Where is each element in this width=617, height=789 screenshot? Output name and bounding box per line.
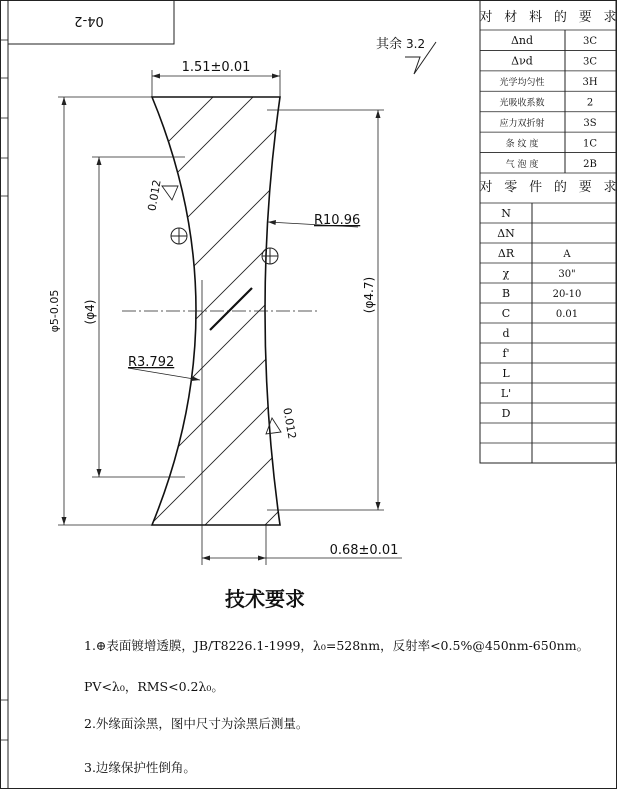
part-row-value: A [563, 249, 571, 260]
part-row-value: 20-10 [552, 289, 582, 300]
part-row-label: D [501, 407, 511, 420]
part-row-label: L' [500, 387, 512, 400]
top-width-label: 1.51±0.01 [181, 60, 251, 75]
part-header-char: 零 [504, 180, 518, 195]
material-row-label: 气 泡 度 [505, 159, 539, 170]
material-header-char: 要 [578, 10, 592, 25]
material-row-value: 3H [582, 77, 598, 89]
roughness-value: 3.2 [406, 37, 426, 51]
coating-mark-left [171, 228, 187, 244]
coating-mark-right [262, 248, 278, 264]
material-row-value: 1C [582, 138, 598, 150]
material-row-value: 3C [582, 56, 598, 68]
material-row-value: 3C [582, 36, 598, 48]
part-row-label: C [501, 307, 511, 320]
material-row-label: 光学均匀性 [499, 78, 545, 89]
tolerance-mark-left [162, 186, 178, 200]
requirements-title: 技术要求 [225, 587, 305, 611]
part-header-char: 要 [578, 180, 592, 195]
part-header-char: 求 [603, 180, 617, 195]
roughness-label: 其余 [376, 37, 403, 52]
bottom-width-label: 0.68±0.01 [329, 543, 399, 558]
part-row-label: χ [502, 267, 510, 280]
part-header-char: 件 [529, 180, 543, 195]
lens-hatching [110, 60, 320, 620]
part-row-label: f' [502, 347, 510, 360]
material-header-char: 材 [504, 10, 518, 25]
part-header-char: 的 [553, 180, 567, 195]
material-row-value: 2 [586, 97, 594, 109]
part-row-label: L [502, 367, 510, 380]
material-row-value: 2B [583, 158, 597, 170]
radius-right-label: R10.96 [314, 213, 361, 228]
part-row-label: d [502, 327, 510, 340]
requirement-line-3: 2.外缘面涂黑，图中尺寸为涂黑后测量。 [84, 716, 309, 731]
radius-left-label: R3.792 [128, 355, 175, 370]
part-row-label: B [501, 287, 511, 300]
material-row-label: Δnd [510, 34, 534, 48]
part-row-label: N [501, 207, 511, 220]
part-row-label: ΔR [497, 247, 515, 260]
part-header-char: 对 [479, 180, 493, 195]
material-header-char: 料 [529, 10, 543, 25]
requirement-line-1: 1.⊕表面镀增透膜，JB/T8226.1-1999，λ₀=528nm，反射率<0.5%@450nm-650nm。 [84, 638, 590, 653]
material-header-char: 求 [603, 10, 617, 25]
requirement-line-4: 3.边缘保护性倒角。 [84, 760, 196, 775]
material-row-label: 应力双折射 [499, 118, 545, 129]
part-row-label: ΔN [497, 227, 515, 240]
part-row-value: 30" [558, 269, 576, 280]
part-row-value: 0.01 [555, 309, 579, 320]
material-row-value: 3S [583, 117, 597, 129]
outer-diameter-label: φ5-0.05 [48, 289, 61, 333]
left-aperture-label: (φ4) [83, 299, 97, 325]
tolerance-right-label: 0.012 [280, 406, 299, 441]
right-aperture-label: (φ4.7) [362, 276, 376, 314]
material-row-label: 条 纹 度 [505, 139, 539, 150]
tolerance-left-label: 0.012 [145, 178, 164, 213]
material-row-label: 光吸收系数 [499, 98, 545, 109]
material-header-char: 的 [553, 10, 567, 25]
requirement-line-2: PV<λ₀，RMS<0.2λ₀。 [84, 679, 224, 694]
drawing-number: 04-2 [74, 13, 104, 28]
material-header-char: 对 [479, 10, 493, 25]
material-row-label: Δνd [511, 54, 533, 68]
